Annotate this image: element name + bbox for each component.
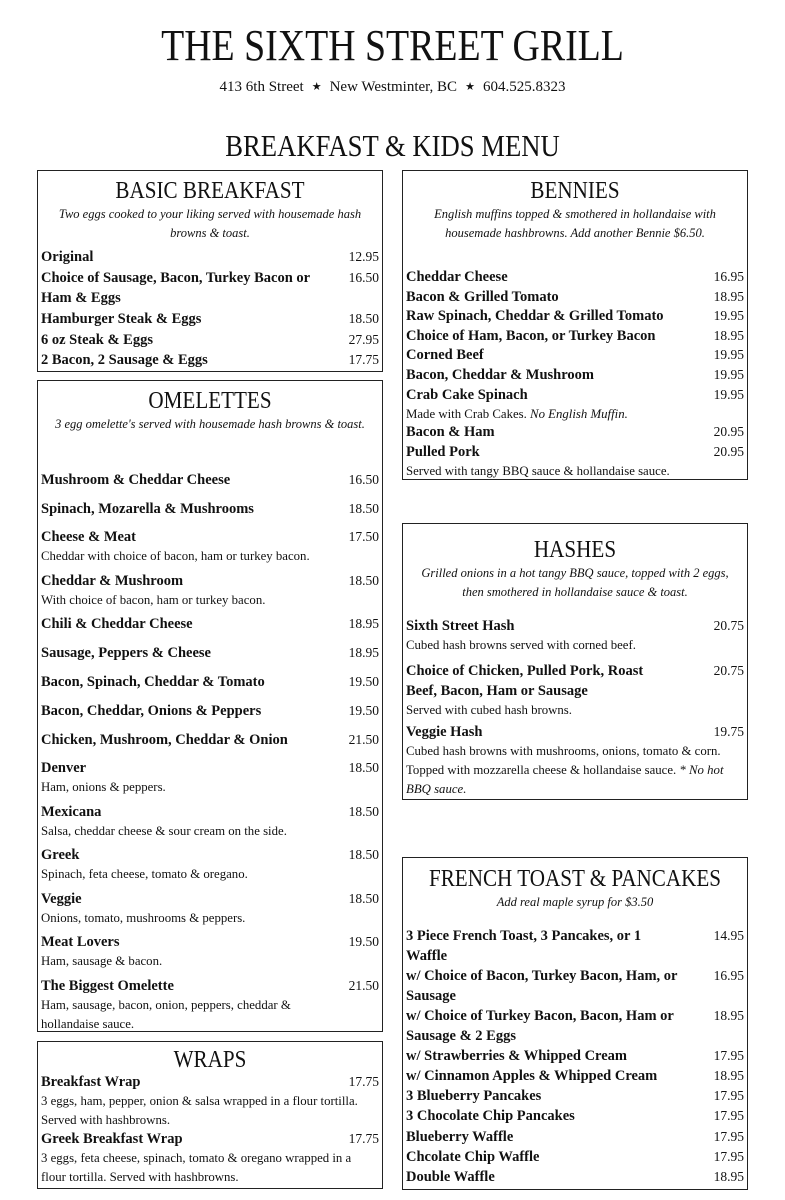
menu-item: [406, 326, 744, 346]
item-price: 19.50: [348, 703, 379, 718]
item-description: Cheddar with choice of bacon, ham or turkey bacon.: [41, 549, 310, 563]
item-name: Blueberry Waffle: [406, 1129, 514, 1145]
menu-item: [406, 422, 744, 442]
menu-title: BREAKFAST & KIDS MENU: [225, 128, 560, 163]
menu-item: [406, 1106, 744, 1126]
item-price: 19.95: [713, 308, 744, 323]
item-price: 17.75: [348, 1074, 379, 1089]
item-price: 18.50: [348, 891, 379, 906]
menu-item: [41, 247, 379, 267]
item-price: 16.95: [713, 968, 744, 983]
item-description: With choice of bacon, ham or turkey bacon.: [41, 593, 266, 607]
street-address: 413 6th Street: [219, 79, 304, 95]
item-note: Made with Crab Cakes.: [406, 407, 527, 421]
section-title: FRENCH TOAST & PANCAKES: [428, 866, 722, 892]
item-description: Served with tangy BBQ sauce & hollandaise sauce.: [406, 464, 670, 478]
menu-item: [406, 306, 744, 326]
item-price: 18.50: [348, 311, 379, 326]
phone-number: 604.525.8323: [482, 79, 566, 95]
item-price: 16.50: [348, 270, 379, 285]
section-title: HASHES: [533, 537, 617, 563]
item-price: 18.95: [348, 616, 379, 631]
wraps-section: [37, 1041, 383, 1189]
item-note-italic: * No hot BBQ sauce.: [406, 763, 724, 796]
menu-item: [406, 966, 744, 1006]
item-name: Chicken, Mushroom, Cheddar & Onion: [41, 732, 288, 748]
item-price: 19.95: [713, 367, 744, 382]
item-note-italic: No English Muffin.: [530, 407, 628, 421]
menu-item: [41, 889, 379, 928]
item-price: 18.95: [713, 1169, 744, 1184]
section-description: Add real maple syrup for $3.50: [496, 895, 654, 909]
item-price: 18.95: [713, 1008, 744, 1023]
item-price: 18.50: [348, 501, 379, 516]
menu-item: [41, 527, 379, 566]
item-price: 17.75: [348, 1131, 379, 1146]
item-name: Original: [41, 249, 94, 265]
item-name: Choice of Sausage, Bacon, Turkey Bacon or Ham & Eggs: [41, 270, 310, 306]
item-name: w/ Choice of Bacon, Turkey Bacon, Ham, or Sausage: [406, 968, 678, 1004]
star-separator: ★: [311, 81, 322, 93]
item-price: 21.50: [348, 732, 379, 747]
item-name: Double Waffle: [406, 1169, 495, 1185]
item-description: 3 eggs, ham, pepper, onion & salsa wrapped in a flour tortilla. Served with hashbrowns.: [41, 1094, 358, 1127]
address-line: [0, 79, 785, 96]
menu-item: [41, 802, 379, 841]
item-name: Bacon & Ham: [406, 424, 495, 440]
section-title: OMELETTES: [148, 388, 272, 414]
menu-item: [41, 845, 379, 884]
menu-item: [41, 730, 379, 750]
item-price: 19.50: [348, 674, 379, 689]
item-name: 3 Blueberry Pancakes: [406, 1088, 542, 1104]
item-price: 17.95: [713, 1108, 744, 1123]
menu-item: [41, 309, 379, 329]
omelettes-section: [37, 380, 383, 1032]
item-price: 20.95: [713, 424, 744, 439]
item-name: Mushroom & Cheddar Cheese: [41, 472, 231, 488]
item-price: 18.50: [348, 573, 379, 588]
item-name: Choice of Ham, Bacon, or Turkey Bacon: [406, 328, 656, 344]
menu-item: [406, 1127, 744, 1147]
section-description: 3 egg omelette's served with housemade hash browns & toast.: [55, 417, 365, 431]
item-name: Bacon, Spinach, Cheddar & Tomato: [41, 674, 265, 690]
item-price: 18.95: [713, 289, 744, 304]
section-description: Grilled onions in a hot tangy BBQ sauce, topped with 2 eggs, then smothered in hollandaise sauce & toast.: [421, 566, 729, 599]
menu-item: [41, 701, 379, 721]
item-name: Greek Breakfast Wrap: [41, 1131, 183, 1147]
item-name: w/ Strawberries & Whipped Cream: [406, 1048, 627, 1064]
menu-item: [406, 722, 744, 799]
item-name: Denver: [41, 760, 87, 776]
menu-item: [406, 616, 744, 655]
item-name: Choice of Chicken, Pulled Pork, Roast Beef, Bacon, Ham or Sausage: [406, 663, 644, 699]
menu-item: [41, 932, 379, 971]
menu-item: [41, 1129, 379, 1187]
item-description: Spinach, feta cheese, tomato & oregano.: [41, 867, 248, 881]
section-description: English muffins topped & smothered in hollandaise with housemade hashbrowns. Add another Bennie $6.50.: [434, 207, 716, 240]
item-name: Hamburger Steak & Eggs: [41, 311, 202, 327]
item-name: Bacon, Cheddar, Onions & Peppers: [41, 703, 262, 719]
item-name: 2 Bacon, 2 Sausage & Eggs: [41, 352, 208, 368]
item-name: Mexicana: [41, 804, 102, 820]
item-price: 16.50: [348, 472, 379, 487]
item-name: Sausage, Peppers & Cheese: [41, 645, 211, 661]
item-price: 17.95: [713, 1129, 744, 1144]
menu-item: [406, 385, 744, 424]
star-separator: ★: [465, 81, 475, 93]
item-description: Ham, sausage & bacon.: [41, 954, 163, 968]
item-name: Bacon & Grilled Tomato: [406, 289, 559, 305]
item-name: Greek: [41, 847, 80, 863]
menu-item: [406, 365, 744, 385]
item-description: Cubed hash browns served with corned beef.: [406, 638, 636, 652]
item-name: 3 Chocolate Chip Pancakes: [406, 1108, 575, 1124]
item-price: 19.95: [713, 347, 744, 362]
item-name: Meat Lovers: [41, 934, 120, 950]
menu-item: [406, 1167, 744, 1187]
item-name: Corned Beef: [406, 347, 484, 363]
item-note: Cubed hash browns with mushrooms, onions, tomato & corn. Topped with mozzarella cheese & hollandaise sauce.: [406, 744, 721, 777]
item-price: 18.95: [713, 328, 744, 343]
menu-item: [41, 330, 379, 350]
section-title: BASIC BREAKFAST: [115, 178, 305, 204]
item-price: 20.75: [713, 663, 744, 678]
item-name: Raw Spinach, Cheddar & Grilled Tomato: [406, 308, 664, 324]
menu-item: [406, 661, 744, 720]
menu-item: [41, 672, 379, 692]
item-price: 19.50: [348, 934, 379, 949]
bennies-section: [402, 170, 748, 480]
item-price: 14.95: [713, 928, 744, 943]
item-name: Chcolate Chip Waffle: [406, 1149, 540, 1165]
item-price: 17.95: [713, 1048, 744, 1063]
menu-item: [41, 976, 379, 1034]
menu-item: [41, 1072, 379, 1130]
item-price: 17.50: [348, 529, 379, 544]
item-price: 19.75: [713, 724, 744, 739]
item-description: 3 eggs, feta cheese, spinach, tomato & oregano wrapped in a flour tortilla. Served with hashbrowns.: [41, 1151, 352, 1184]
item-price: 20.95: [713, 444, 744, 459]
menu-item: [41, 614, 379, 634]
menu-item: [41, 499, 379, 519]
item-price: 17.95: [713, 1149, 744, 1164]
menu-item: [406, 1147, 744, 1167]
item-name: w/ Choice of Turkey Bacon, Bacon, Ham or Sausage & 2 Eggs: [406, 1008, 674, 1044]
menu-item: [41, 571, 379, 610]
item-price: 12.95: [348, 249, 379, 264]
item-price: 16.95: [713, 269, 744, 284]
item-price: 17.95: [713, 1088, 744, 1103]
item-price: 21.50: [348, 978, 379, 993]
item-price: 18.95: [713, 1068, 744, 1083]
item-description: Onions, tomato, mushrooms & peppers.: [41, 911, 246, 925]
menu-item: [41, 758, 379, 797]
section-title: BENNIES: [530, 178, 620, 204]
hashes-section: [402, 523, 748, 800]
item-name: Veggie Hash: [406, 724, 483, 740]
item-name: The Biggest Omelette: [41, 978, 174, 994]
menu-item: [406, 1006, 744, 1046]
item-name: Cheese & Meat: [41, 529, 137, 545]
menu-item: [406, 1066, 744, 1086]
basic-breakfast-section: [37, 170, 383, 372]
item-name: Cheddar Cheese: [406, 269, 508, 285]
item-price: 18.50: [348, 847, 379, 862]
item-name: w/ Cinnamon Apples & Whipped Cream: [406, 1068, 658, 1084]
section-description: Two eggs cooked to your liking served with housemade hash browns & toast.: [58, 207, 362, 240]
item-price: 18.95: [348, 645, 379, 660]
menu-item: [406, 345, 744, 365]
item-name: 3 Piece French Toast, 3 Pancakes, or 1 Waffle: [406, 928, 642, 964]
item-name: Cheddar & Mushroom: [41, 573, 184, 589]
item-description: Ham, sausage, bacon, onion, peppers, cheddar & hollandaise sauce.: [41, 998, 291, 1031]
item-price: 27.95: [348, 332, 379, 347]
item-price: 18.50: [348, 804, 379, 819]
menu-item: [41, 643, 379, 663]
item-price: 18.50: [348, 760, 379, 775]
menu-item: [41, 470, 379, 490]
item-name: Veggie: [41, 891, 82, 907]
item-name: Chili & Cheddar Cheese: [41, 616, 193, 632]
item-price: 20.75: [713, 618, 744, 633]
item-name: Sixth Street Hash: [406, 618, 515, 634]
item-name: Spinach, Mozarella & Mushrooms: [41, 501, 254, 517]
menu-item: [41, 268, 379, 308]
item-description: [406, 742, 744, 799]
item-description: Served with cubed hash browns.: [406, 703, 572, 717]
menu-item: [406, 267, 744, 287]
section-title: WRAPS: [173, 1047, 247, 1073]
menu-item: [406, 926, 744, 966]
menu-item: [406, 1086, 744, 1106]
menu-item: [406, 287, 744, 307]
restaurant-name: THE SIXTH STREET GRILL: [161, 21, 624, 70]
item-name: Crab Cake Spinach: [406, 387, 528, 403]
item-name: Pulled Pork: [406, 444, 480, 460]
menu-item: [41, 350, 379, 370]
menu-item: [406, 1046, 744, 1066]
item-name: Breakfast Wrap: [41, 1074, 141, 1090]
item-description: Salsa, cheddar cheese & sour cream on the side.: [41, 824, 287, 838]
menu-item: [406, 442, 744, 481]
item-price: 17.75: [348, 352, 379, 367]
item-name: 6 oz Steak & Eggs: [41, 332, 153, 348]
french-toast-pancakes-section: [402, 857, 748, 1190]
city: New Westminter, BC: [329, 79, 458, 95]
item-price: 19.95: [713, 387, 744, 402]
item-name: Bacon, Cheddar & Mushroom: [406, 367, 594, 383]
item-description: Ham, onions & peppers.: [41, 780, 166, 794]
